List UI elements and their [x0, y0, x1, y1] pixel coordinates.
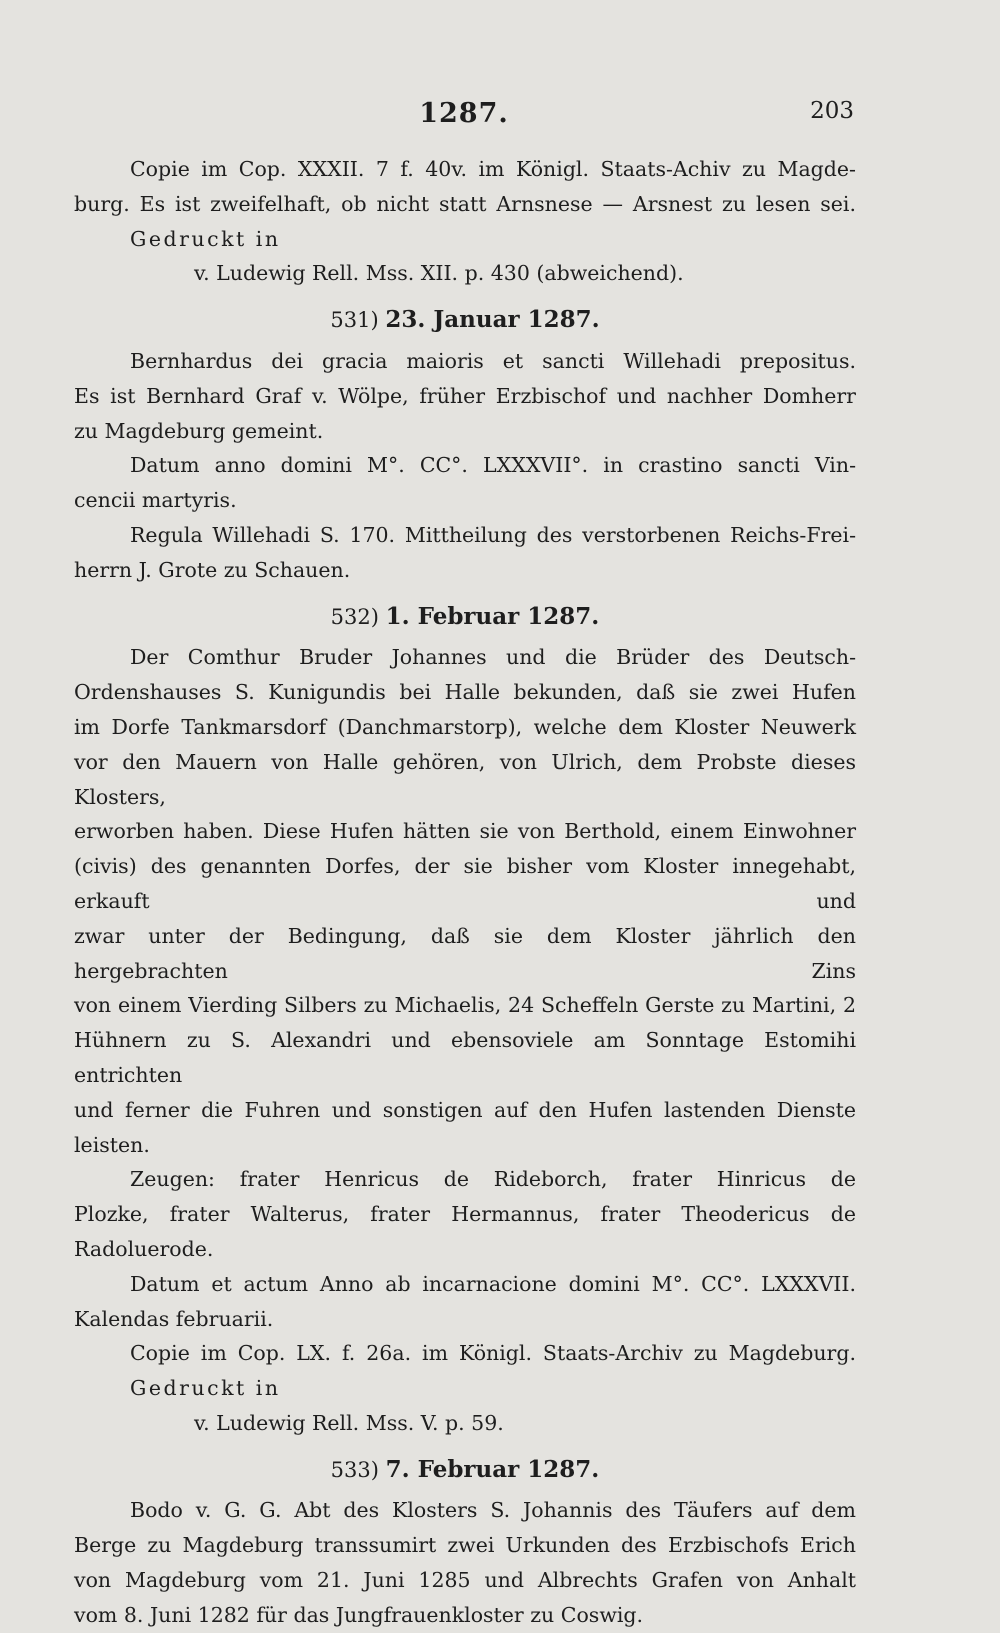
text-line: Berge zu Magdeburg transsumirt zwei Urkunden des Erzbischofs Erich — [74, 1533, 856, 1558]
text-line: Es ist Bernhard Graf v. Wölpe, früher Erzbischof und nachher Domherr — [74, 383, 856, 408]
text-line: Ordenshauses S. Kunigundis bei Halle bekunden, daß sie zwei Hufen — [74, 680, 856, 705]
text-line: (civis) des genannten Dorfes, der sie bisher vom Kloster innegehabt, erkauft und — [74, 854, 856, 913]
text-line: Datum et actum Anno ab incarnacione domini M°. CC°. LXXXVII. — [130, 1271, 856, 1296]
text-line: Hühnern zu S. Alexandri und ebensoviele am Sonntage Estomihi entrichten — [74, 1028, 856, 1087]
text-line: Der Comthur Bruder Johannes und die Brüder des Deutsch- — [130, 645, 856, 670]
printed-reference: v. Ludewig Rell. Mss. XII. p. 430 (abweichend). — [194, 261, 684, 286]
printed-reference: v. Ludewig Rell. Mss. V. p. 59. — [194, 1410, 504, 1435]
running-head-year: 1287. — [419, 98, 509, 129]
text-line: im Dorfe Tankmarsdorf (Danchmarstorp), welche dem Kloster Neuwerk — [74, 714, 856, 739]
text-line: Regula Willehadi S. 170. Mittheilung des verstorbenen Reichs-Frei- — [130, 522, 856, 547]
text-line: herrn J. Grote zu Schauen. — [74, 557, 351, 582]
text-line: zu Magdeburg gemeint. — [74, 418, 324, 443]
entry-heading — [74, 1441, 856, 1494]
text-line: Copie im Cop. LX. f. 26a. im Königl. Staats-Archiv zu Magdeburg. — [130, 1341, 856, 1366]
text-line: burg. Es ist zweifelhaft, ob nicht statt Arnsnese — Arsnest zu lesen sei. — [74, 191, 856, 216]
entry-532 — [74, 588, 856, 1441]
text-line: erworben haben. Diese Hufen hätten sie von Berthold, einem Einwohner — [74, 819, 856, 844]
entry-date: 1. Februar 1287. — [385, 602, 600, 630]
witnesses-line: Zeugen: frater Henricus de Rideborch, frater Hinricus de — [130, 1167, 856, 1192]
text-line: Kalendas februarii. — [74, 1306, 274, 1331]
text-line: cencii martyris. — [74, 488, 237, 513]
text-line: zwar unter der Bedingung, daß sie dem Kloster jährlich den hergebrachten Zins — [74, 923, 856, 983]
page-number: 203 — [810, 98, 854, 124]
text-line: Radoluerode. — [74, 1236, 214, 1261]
text-line: von einem Vierding Silbers zu Michaelis, 24 Scheffeln Gerste zu Martini, 2 — [74, 993, 856, 1018]
entry-heading — [74, 291, 856, 344]
text-line: vor den Mauern von Halle gehören, von Ulrich, dem Probste dieses Klosters, — [74, 749, 856, 809]
text-line: vom 8. Juni 1282 für das Jungfrauenkloster zu Coswig. — [74, 1602, 644, 1627]
page-body — [74, 152, 856, 1633]
text-line: Bodo v. G. G. Abt des Klosters S. Johannis des Täufers auf dem — [130, 1498, 856, 1523]
text-line: und ferner die Fuhren und sonstigen auf den Hufen lastenden Dienste leisten. — [74, 1097, 856, 1157]
printed-label: Gedruckt in — [130, 1376, 281, 1401]
entry-number: 533) — [330, 1457, 379, 1482]
text-line: von Magdeburg vom 21. Juni 1285 und Albrechts Grafen von Anhalt — [74, 1568, 856, 1593]
page-header — [74, 96, 854, 136]
printed-label: Gedruckt in — [130, 226, 281, 251]
entry-533 — [74, 1441, 856, 1633]
intro-block — [74, 152, 856, 291]
entry-date: 7. Februar 1287. — [385, 1455, 600, 1483]
text-line: Datum anno domini M°. CC°. LXXXVII°. in crastino sancti Vin- — [130, 453, 856, 478]
entry-date: 23. Januar 1287. — [385, 306, 600, 334]
entry-number: 531) — [330, 308, 379, 333]
text-line: Plozke, frater Walterus, frater Hermannus, frater Theodericus de — [74, 1202, 856, 1227]
text-line: Copie im Cop. XXXII. 7 f. 40v. im Königl. Staats-Achiv zu Magde- — [130, 157, 856, 181]
text-line: Bernhardus dei gracia maioris et sancti Willehadi prepositus. — [130, 348, 856, 373]
entry-531 — [74, 291, 856, 587]
entry-heading — [74, 588, 856, 641]
entry-number: 532) — [330, 604, 379, 629]
